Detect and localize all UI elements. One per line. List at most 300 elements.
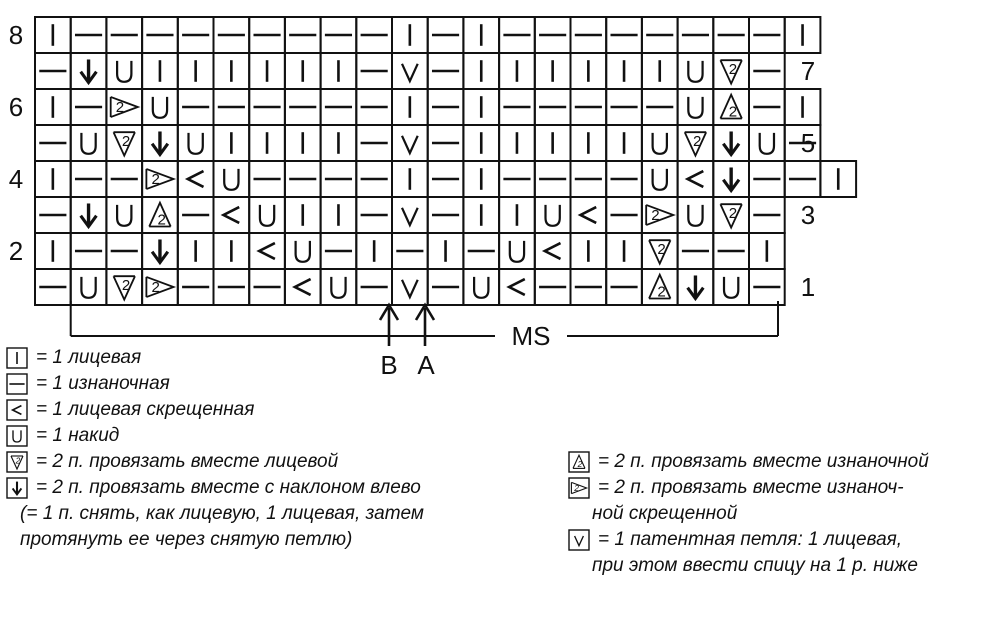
chart-cell	[392, 89, 428, 125]
chart-row	[35, 269, 785, 305]
chart-cell	[142, 233, 178, 269]
chart-cell	[71, 53, 107, 89]
yarn-over-icon	[510, 241, 524, 262]
chart-cell	[606, 53, 642, 89]
yarn-over-icon	[81, 133, 95, 154]
chart-row	[35, 233, 785, 269]
chart-cell	[321, 17, 357, 53]
chart-cell	[499, 125, 535, 161]
chart-cell	[285, 53, 321, 89]
legend-right	[568, 449, 996, 579]
yarn-over-icon	[474, 277, 488, 298]
ssk-icon	[723, 131, 739, 154]
knit-twisted-icon	[545, 243, 561, 259]
chart-cell	[463, 125, 499, 161]
chart-cell	[571, 269, 607, 305]
chart-cell	[356, 125, 392, 161]
chart-cell	[285, 17, 321, 53]
arrow-a-icon	[416, 305, 434, 346]
chart-cell	[71, 269, 107, 305]
repeat-bracket	[71, 301, 778, 346]
chart-cell	[356, 269, 392, 305]
chart-cell	[820, 161, 856, 197]
svg-text:2: 2	[577, 459, 583, 470]
chart-row	[35, 53, 785, 89]
chart-cell	[392, 269, 428, 305]
yarn-over-icon	[688, 97, 702, 118]
chart-cell	[142, 197, 178, 233]
p2tog-twisted-icon	[146, 277, 173, 297]
k2tog-icon	[649, 240, 670, 263]
chart-cell	[321, 89, 357, 125]
p2tog-icon	[568, 451, 590, 473]
chart-cell	[249, 53, 285, 89]
chart-cell	[713, 53, 749, 89]
row-number-right: 5	[800, 128, 816, 158]
chart-cell	[106, 161, 142, 197]
legend-left	[6, 345, 546, 553]
chart-cell	[35, 161, 71, 197]
legend-text: (= 1 п. снять, как лицевую, 1 лицевая, затем	[20, 503, 424, 524]
row-number-left: 8	[8, 20, 24, 50]
legend-item	[6, 345, 546, 371]
chart-row	[35, 197, 785, 233]
chart-cell	[392, 17, 428, 53]
chart-cell	[678, 233, 714, 269]
chart-cell	[642, 17, 678, 53]
chart-cell	[535, 53, 571, 89]
chart-cell	[713, 233, 749, 269]
knit-twisted-icon	[580, 207, 596, 223]
chart-cell	[463, 197, 499, 233]
legend-text: = 1 изнаночная	[36, 373, 170, 394]
chart-cell	[463, 89, 499, 125]
purl-icon	[6, 373, 28, 395]
ssk-icon	[81, 203, 97, 226]
chart-cell	[428, 161, 464, 197]
chart-cell	[178, 197, 214, 233]
chart-cell	[571, 233, 607, 269]
chart-cell	[214, 197, 250, 233]
yarn-over-icon	[117, 61, 131, 82]
chart-cell	[214, 233, 250, 269]
chart-cell	[606, 269, 642, 305]
svg-text:2: 2	[651, 207, 660, 225]
chart-cell	[356, 233, 392, 269]
legend-item	[6, 501, 546, 527]
chart-cell	[428, 233, 464, 269]
knit-icon	[6, 347, 28, 369]
chart-cell	[356, 53, 392, 89]
knit-twisted-icon	[295, 279, 311, 295]
chart-cell	[178, 269, 214, 305]
chart-cell	[106, 17, 142, 53]
chart-cell	[178, 89, 214, 125]
chart-cell	[178, 125, 214, 161]
chart-cell	[249, 197, 285, 233]
chart-cell	[499, 89, 535, 125]
chart-cell	[392, 53, 428, 89]
chart-cell	[749, 17, 785, 53]
ssk-icon	[81, 59, 97, 82]
chart-cell	[106, 269, 142, 305]
chart-cell	[106, 53, 142, 89]
chart-cell	[678, 53, 714, 89]
yarn-over-icon	[224, 169, 238, 190]
legend-item	[6, 371, 546, 397]
yarn-over-icon	[688, 205, 702, 226]
chart-cell	[642, 125, 678, 161]
chart-cell	[642, 89, 678, 125]
ssk-icon	[152, 239, 168, 262]
chart-cell	[35, 53, 71, 89]
k2tog-icon	[6, 451, 28, 473]
chart-cell	[35, 233, 71, 269]
chart-cell	[35, 269, 71, 305]
chart-cell	[571, 197, 607, 233]
chart-cell	[713, 161, 749, 197]
chart-cell	[749, 269, 785, 305]
patent-stitch-icon	[402, 64, 418, 81]
legend-text: = 1 лицевая скрещенная	[36, 399, 255, 420]
legend-text: = 2 п. провязать вместе изнаноч-	[598, 477, 904, 498]
chart-cell	[178, 53, 214, 89]
legend-text: = 1 лицевая	[36, 347, 142, 368]
legend-item	[6, 423, 546, 449]
chart-row	[35, 17, 820, 53]
chart-cell	[499, 17, 535, 53]
chart-cell	[535, 269, 571, 305]
patent-stitch-icon	[402, 136, 418, 153]
chart-cell	[749, 89, 785, 125]
chart-cell	[71, 197, 107, 233]
svg-text:2: 2	[657, 283, 666, 301]
chart-cell	[606, 17, 642, 53]
chart-cell	[142, 125, 178, 161]
chart-cell	[35, 125, 71, 161]
chart-cell	[249, 17, 285, 53]
chart-cell	[249, 269, 285, 305]
chart-cell	[142, 269, 178, 305]
chart-cell	[606, 161, 642, 197]
legend-item	[6, 397, 546, 423]
legend-text: при этом ввести спицу на 1 р. ниже	[592, 555, 918, 576]
chart-cell	[178, 233, 214, 269]
chart-cell	[35, 197, 71, 233]
chart-cell	[678, 17, 714, 53]
chart-cell	[285, 89, 321, 125]
chart-cell	[499, 161, 535, 197]
chart-cell	[749, 161, 785, 197]
chart-cell	[356, 17, 392, 53]
patent-stitch-icon	[402, 280, 418, 297]
chart-cell	[642, 161, 678, 197]
chart-cell	[678, 161, 714, 197]
legend-item	[568, 553, 996, 579]
chart-cell	[71, 17, 107, 53]
legend-text: = 1 патентная петля: 1 лицевая,	[598, 529, 903, 550]
svg-text:2: 2	[728, 60, 738, 78]
chart-cell	[535, 233, 571, 269]
chart-cell	[749, 53, 785, 89]
chart-cell	[713, 17, 749, 53]
ssk-icon	[723, 167, 739, 190]
svg-text:2: 2	[693, 132, 702, 150]
chart-cell	[71, 125, 107, 161]
chart-cell	[606, 233, 642, 269]
legend-text: = 1 накид	[36, 425, 120, 446]
yarn-over-icon	[296, 241, 310, 262]
chart-cell	[214, 269, 250, 305]
chart-cell	[106, 233, 142, 269]
svg-text:2: 2	[657, 240, 666, 258]
k2tog-icon	[114, 132, 135, 155]
chart-cell	[571, 125, 607, 161]
k2tog-icon	[114, 276, 135, 299]
svg-text:2: 2	[157, 211, 166, 229]
row-number-right: 3	[800, 200, 816, 230]
knit-twisted-icon	[259, 243, 275, 259]
chart-cell	[678, 89, 714, 125]
svg-text:2: 2	[121, 132, 131, 150]
p2tog-twisted-icon	[111, 97, 138, 117]
knit-twisted-icon	[188, 171, 204, 187]
row-number-right: 7	[800, 56, 816, 86]
chart-cell	[642, 197, 678, 233]
yarn-over-icon	[724, 277, 738, 298]
chart-cell	[428, 125, 464, 161]
yarn-over-icon	[653, 133, 667, 154]
chart-cell	[428, 53, 464, 89]
yarn-over-icon	[6, 425, 28, 447]
yarn-over-icon	[81, 277, 95, 298]
chart-cell	[463, 269, 499, 305]
legend-item	[6, 449, 546, 475]
chart-cell	[321, 161, 357, 197]
chart-cell	[642, 233, 678, 269]
chart-cell	[214, 53, 250, 89]
chart-cell	[106, 89, 142, 125]
chart-cell	[606, 89, 642, 125]
chart-cell	[321, 233, 357, 269]
chart-cell	[428, 89, 464, 125]
svg-text:2: 2	[121, 276, 131, 294]
chart-grid	[35, 17, 856, 305]
chart-cell	[463, 53, 499, 89]
k2tog-icon	[720, 204, 741, 227]
chart-cell	[392, 197, 428, 233]
yarn-over-icon	[117, 205, 131, 226]
chart-cell	[428, 269, 464, 305]
yarn-over-icon	[260, 205, 274, 226]
chart-cell	[178, 17, 214, 53]
svg-text:2: 2	[151, 171, 160, 189]
chart-row	[35, 161, 856, 197]
p2tog-icon	[720, 95, 741, 121]
p2tog-twisted-icon	[646, 205, 673, 225]
row-number-right: 1	[800, 272, 816, 302]
legend-text: = 2 п. провязать вместе изнаночной	[598, 451, 929, 472]
legend-text: протянуть ее через снятую петлю)	[20, 529, 353, 550]
chart-cell	[249, 125, 285, 161]
arrow-a-label: A	[417, 350, 435, 380]
chart-cell	[785, 89, 821, 125]
ms-label: MS	[511, 321, 551, 351]
chart-cell	[499, 233, 535, 269]
chart-cell	[285, 161, 321, 197]
chart-cell	[499, 53, 535, 89]
chart-cell	[321, 269, 357, 305]
chart-cell	[713, 89, 749, 125]
chart-cell	[142, 17, 178, 53]
chart-cell	[428, 17, 464, 53]
row-number-left: 2	[8, 236, 24, 266]
ssk-icon	[6, 477, 28, 499]
chart-cell	[71, 233, 107, 269]
k2tog-icon	[685, 132, 706, 155]
chart-cell	[713, 197, 749, 233]
knit-twisted-icon	[6, 399, 28, 421]
chart-cell	[499, 197, 535, 233]
chart-cell	[785, 161, 821, 197]
svg-text:2: 2	[151, 279, 160, 297]
ssk-icon	[688, 275, 704, 298]
chart-cell	[142, 53, 178, 89]
chart-cell	[678, 197, 714, 233]
chart-row	[35, 89, 820, 125]
ssk-icon	[152, 131, 168, 154]
chart-cell	[392, 161, 428, 197]
chart-cell	[249, 89, 285, 125]
chart-cell	[463, 161, 499, 197]
chart-cell	[535, 197, 571, 233]
yarn-over-icon	[153, 97, 167, 118]
chart-cell	[321, 53, 357, 89]
chart-cell	[571, 89, 607, 125]
chart-cell	[71, 161, 107, 197]
chart-cell	[535, 17, 571, 53]
chart-cell	[463, 233, 499, 269]
p2tog-twisted-icon	[146, 169, 173, 189]
row-number-left: 4	[8, 164, 24, 194]
legend-item	[568, 449, 996, 475]
patent-stitch-icon	[402, 208, 418, 225]
arrow-b-label: B	[380, 350, 398, 380]
chart-cell	[678, 269, 714, 305]
chart-cell	[392, 233, 428, 269]
yarn-over-icon	[546, 205, 560, 226]
chart-cell	[285, 125, 321, 161]
chart-cell	[499, 269, 535, 305]
chart-cell	[571, 53, 607, 89]
svg-text:2: 2	[115, 99, 125, 117]
chart-cell	[535, 161, 571, 197]
knit-twisted-icon	[509, 279, 525, 295]
chart-cell	[214, 161, 250, 197]
chart-cell	[214, 17, 250, 53]
knit-twisted-icon	[688, 171, 704, 187]
chart-cell	[249, 233, 285, 269]
chart-cell	[571, 17, 607, 53]
chart-row	[35, 125, 820, 161]
yarn-over-icon	[653, 169, 667, 190]
chart-cell	[749, 197, 785, 233]
chart-cell	[71, 89, 107, 125]
legend-item	[568, 527, 996, 553]
chart-cell	[428, 197, 464, 233]
p2tog-icon	[649, 275, 670, 301]
legend-item	[568, 475, 996, 501]
chart-cell	[214, 125, 250, 161]
k2tog-icon	[720, 60, 741, 83]
chart-cell	[356, 161, 392, 197]
legend-text: = 2 п. провязать вместе лицевой	[36, 451, 339, 472]
svg-text:2: 2	[15, 455, 21, 466]
yarn-over-icon	[189, 133, 203, 154]
chart-cell	[106, 125, 142, 161]
chart-cell	[535, 125, 571, 161]
chart-cell	[571, 161, 607, 197]
chart-cell	[678, 125, 714, 161]
chart-cell	[285, 269, 321, 305]
legend-text: ной скрещенной	[592, 503, 738, 524]
legend-item	[568, 501, 996, 527]
svg-text:2: 2	[574, 482, 579, 493]
legend-text: = 2 п. провязать вместе с наклоном влево	[36, 477, 421, 498]
legend-item	[6, 475, 546, 501]
chart-cell	[642, 269, 678, 305]
chart-cell	[606, 125, 642, 161]
chart-cell	[106, 197, 142, 233]
arrow-b-icon	[380, 305, 398, 346]
chart-cell	[178, 161, 214, 197]
chart-cell	[35, 17, 71, 53]
chart-cell	[142, 89, 178, 125]
chart-cell	[321, 125, 357, 161]
chart-cell	[356, 89, 392, 125]
chart-cell	[356, 197, 392, 233]
chart-cell	[285, 197, 321, 233]
chart-cell	[142, 161, 178, 197]
chart-cell	[749, 125, 785, 161]
chart-cell	[749, 233, 785, 269]
legend-item	[6, 527, 546, 553]
yarn-over-icon	[688, 61, 702, 82]
yarn-over-icon	[760, 133, 774, 154]
chart-cell	[214, 89, 250, 125]
row-number-left: 6	[8, 92, 24, 122]
p2tog-icon	[149, 203, 170, 229]
chart-cell	[321, 197, 357, 233]
yarn-over-icon	[331, 277, 345, 298]
knit-twisted-icon	[223, 207, 239, 223]
chart-cell	[463, 17, 499, 53]
chart-cell	[35, 89, 71, 125]
chart-cell	[285, 233, 321, 269]
chart-cell	[535, 89, 571, 125]
chart-cell	[642, 53, 678, 89]
svg-text:2: 2	[728, 103, 738, 121]
chart-cell	[606, 197, 642, 233]
chart-cell	[713, 269, 749, 305]
p2tog-twisted-icon	[568, 477, 590, 499]
chart-cell	[785, 17, 821, 53]
chart-cell	[392, 125, 428, 161]
chart-cell	[249, 161, 285, 197]
chart-cell	[713, 125, 749, 161]
patent-stitch-icon	[568, 529, 590, 551]
svg-text:2: 2	[728, 204, 738, 222]
